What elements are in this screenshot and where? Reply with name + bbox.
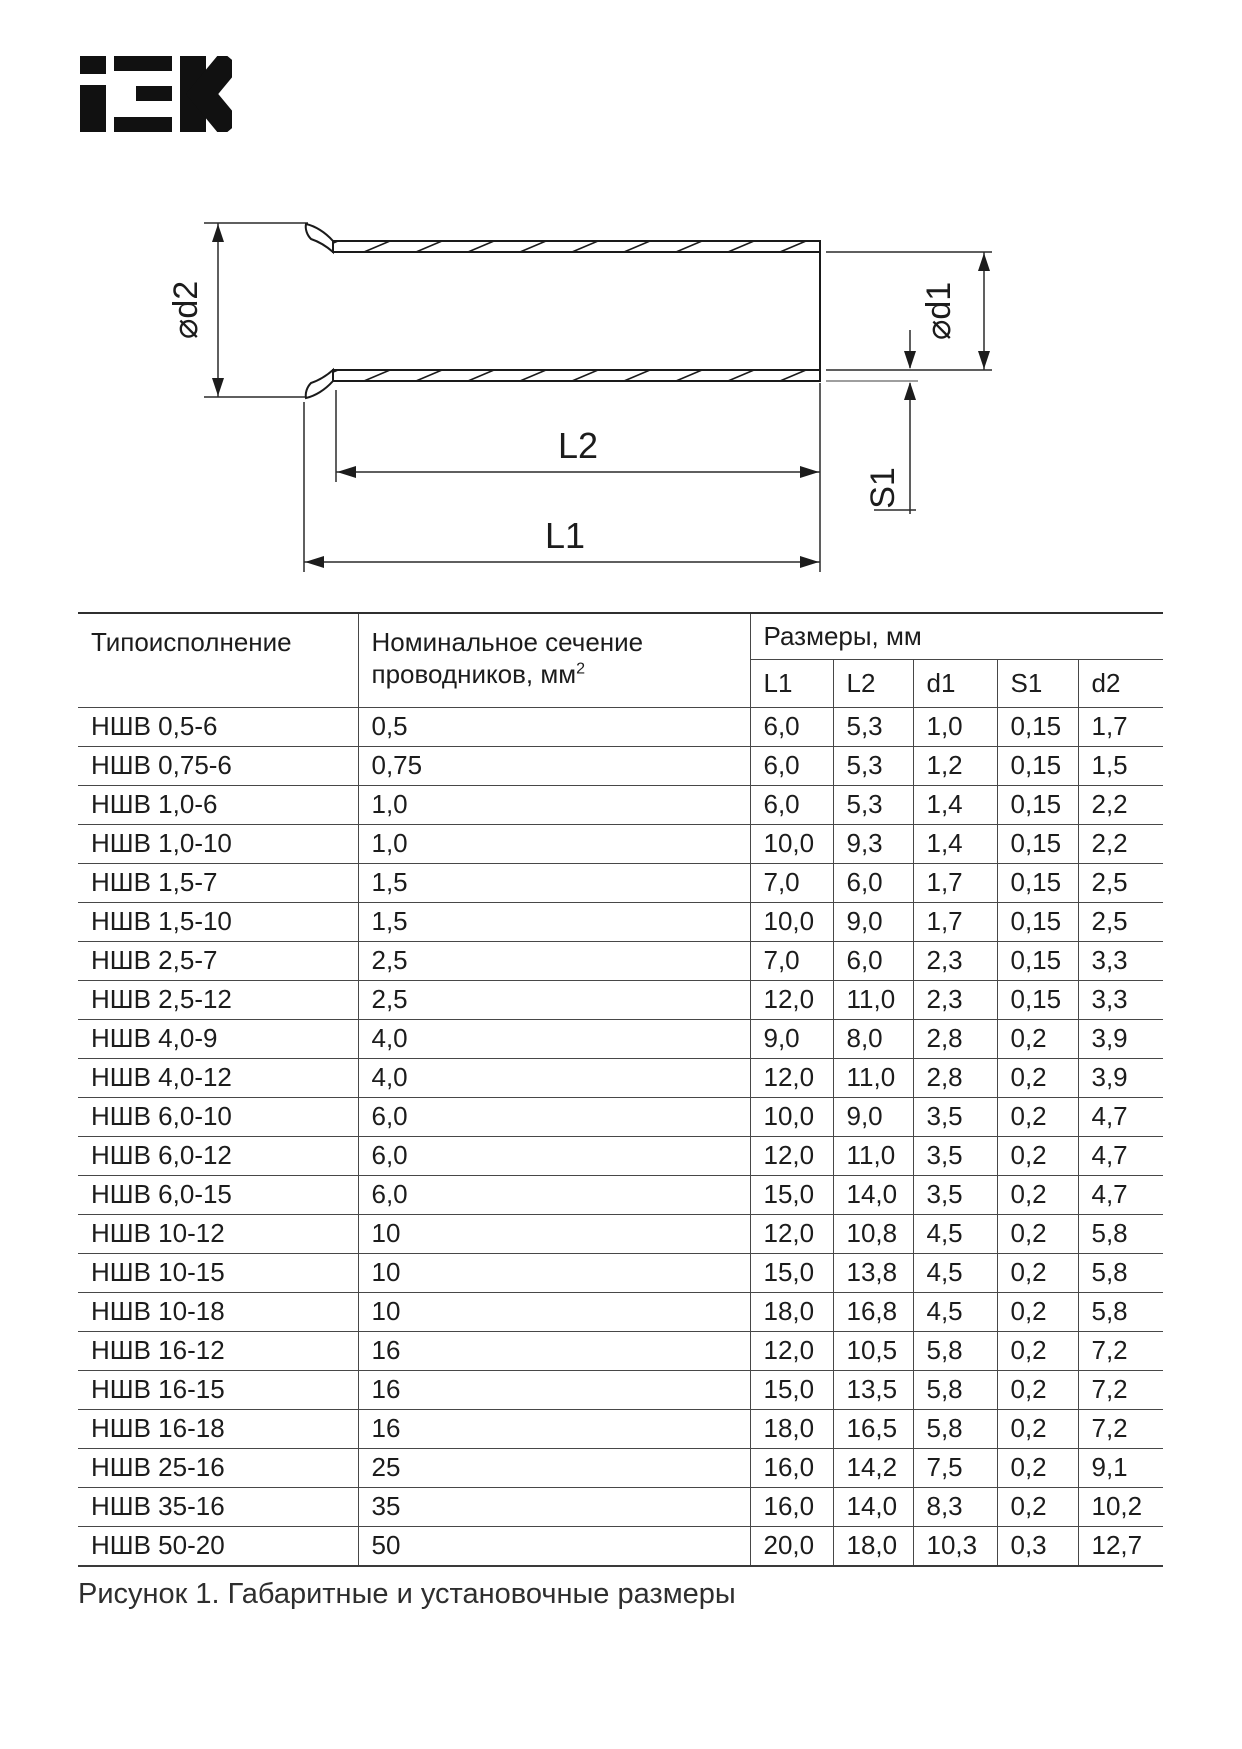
table-cell: НШВ 1,5-7 xyxy=(91,867,218,897)
table-cell: НШВ 0,75-6 xyxy=(91,750,232,780)
table-cell: 9,0 xyxy=(833,1097,913,1136)
table-cell: 12,0 xyxy=(750,1136,833,1175)
table-cell: НШВ 50-20 xyxy=(91,1530,225,1560)
table-cell: НШВ 10-12 xyxy=(91,1218,225,1248)
table-cell: 12,7 xyxy=(1078,1526,1163,1566)
table-cell: 0,2 xyxy=(997,1331,1078,1370)
table-cell: 0,2 xyxy=(997,1448,1078,1487)
table-cell: НШВ 4,0-12 xyxy=(91,1062,232,1092)
table-cell: 7,2 xyxy=(1078,1370,1163,1409)
table-cell: 9,0 xyxy=(833,902,913,941)
table-cell: 2,2 xyxy=(1078,785,1163,824)
table-cell: 18,0 xyxy=(750,1409,833,1448)
table-cell: НШВ 25-16 xyxy=(91,1452,225,1482)
table-cell: 14,0 xyxy=(833,1175,913,1214)
table-cell: 7,0 xyxy=(750,863,833,902)
table-row xyxy=(78,980,1163,1019)
table-cell: 12,0 xyxy=(750,1331,833,1370)
table-cell: 3,9 xyxy=(1078,1058,1163,1097)
table-cell: 4,7 xyxy=(1078,1175,1163,1214)
table-cell: 3,5 xyxy=(913,1136,997,1175)
table-cell: 12,0 xyxy=(750,1214,833,1253)
table-cell: 7,2 xyxy=(1078,1331,1163,1370)
table-row xyxy=(78,1409,1163,1448)
table-cell: 0,2 xyxy=(997,1214,1078,1253)
header-size-d1: d1 xyxy=(913,659,997,707)
table-cell: 4,5 xyxy=(913,1292,997,1331)
table-cell: 50 xyxy=(358,1526,750,1566)
table-cell: 16 xyxy=(358,1331,750,1370)
table-row xyxy=(78,863,1163,902)
table-cell: НШВ 2,5-12 xyxy=(91,984,232,1014)
table-row xyxy=(78,707,1163,746)
table-cell: 25 xyxy=(358,1448,750,1487)
table-cell: 2,3 xyxy=(913,980,997,1019)
table-cell: 6,0 xyxy=(750,785,833,824)
table-cell: 4,0 xyxy=(358,1058,750,1097)
table-cell: 6,0 xyxy=(358,1136,750,1175)
table-cell: 1,5 xyxy=(1078,746,1163,785)
table-cell: НШВ 10-15 xyxy=(91,1257,225,1287)
table-cell: 0,2 xyxy=(997,1292,1078,1331)
table-cell: НШВ 1,0-6 xyxy=(91,789,218,819)
table-cell: 2,5 xyxy=(358,980,750,1019)
table-cell: 4,7 xyxy=(1078,1136,1163,1175)
table-cell: 3,5 xyxy=(913,1175,997,1214)
table-cell: 3,3 xyxy=(1078,980,1163,1019)
table-cell: 0,2 xyxy=(997,1409,1078,1448)
table-cell: 3,9 xyxy=(1078,1019,1163,1058)
table-row xyxy=(78,1214,1163,1253)
header-type: Типоисполнение xyxy=(91,627,292,657)
table-cell: 4,5 xyxy=(913,1214,997,1253)
table-cell: 5,3 xyxy=(833,707,913,746)
table-cell: 8,3 xyxy=(913,1487,997,1526)
dim-label-d2: ⌀d2 xyxy=(167,280,205,340)
table-row xyxy=(78,1136,1163,1175)
table-cell: 10 xyxy=(358,1253,750,1292)
table-cell: 1,0 xyxy=(358,824,750,863)
table-row xyxy=(78,1448,1163,1487)
table-cell: 5,8 xyxy=(1078,1253,1163,1292)
dim-label-d1: ⌀d1 xyxy=(920,281,958,341)
table-row xyxy=(78,1370,1163,1409)
table-cell: 0,2 xyxy=(997,1487,1078,1526)
table-cell: 0,75 xyxy=(358,746,750,785)
table-cell: 16,0 xyxy=(750,1487,833,1526)
table-cell: 11,0 xyxy=(833,1136,913,1175)
table-cell: 14,2 xyxy=(833,1448,913,1487)
table-cell: НШВ 6,0-15 xyxy=(91,1179,232,1209)
table-cell: 1,2 xyxy=(913,746,997,785)
table-cell: 1,4 xyxy=(913,785,997,824)
table-row xyxy=(78,1058,1163,1097)
table-cell: 16,5 xyxy=(833,1409,913,1448)
table-cell: НШВ 10-18 xyxy=(91,1296,225,1326)
table-cell: 6,0 xyxy=(833,863,913,902)
table-cell: 1,0 xyxy=(913,707,997,746)
table-cell: 0,2 xyxy=(997,1175,1078,1214)
table-cell: 18,0 xyxy=(833,1526,913,1566)
table-cell: 0,2 xyxy=(997,1097,1078,1136)
table-cell: 4,5 xyxy=(913,1253,997,1292)
table-row xyxy=(78,1331,1163,1370)
table-cell: 0,2 xyxy=(997,1136,1078,1175)
table-cell: 0,2 xyxy=(997,1253,1078,1292)
table-cell: 16 xyxy=(358,1370,750,1409)
table-header xyxy=(78,613,1163,707)
table-cell: 2,5 xyxy=(358,941,750,980)
table-cell: НШВ 6,0-10 xyxy=(91,1101,232,1131)
table-cell: 5,8 xyxy=(913,1409,997,1448)
table-cell: 5,8 xyxy=(913,1331,997,1370)
table-cell: 5,8 xyxy=(1078,1292,1163,1331)
table-cell: 0,5 xyxy=(358,707,750,746)
ferrule-body xyxy=(306,224,820,398)
table-cell: 6,0 xyxy=(750,746,833,785)
table-cell: 10 xyxy=(358,1214,750,1253)
table-row xyxy=(78,1292,1163,1331)
table-cell: НШВ 1,5-10 xyxy=(91,906,232,936)
table-cell: 16,8 xyxy=(833,1292,913,1331)
table-cell: 35 xyxy=(358,1487,750,1526)
table-row xyxy=(78,941,1163,980)
figure-caption: Рисунок 1. Габаритные и установочные размеры xyxy=(78,1578,736,1610)
header-size-d2: d2 xyxy=(1078,659,1163,707)
table-cell: 5,3 xyxy=(833,746,913,785)
table-cell: 0,2 xyxy=(997,1370,1078,1409)
table-cell: НШВ 16-15 xyxy=(91,1374,225,1404)
header-cross-section-text: Номинальное сечение проводников, мм xyxy=(371,627,644,689)
flare-bottom-lip xyxy=(306,370,333,398)
table-cell: 12,0 xyxy=(750,1058,833,1097)
table-cell: 13,5 xyxy=(833,1370,913,1409)
table-cell: 10,0 xyxy=(750,1097,833,1136)
table-cell: 0,15 xyxy=(997,941,1078,980)
table-cell: 20,0 xyxy=(750,1526,833,1566)
table-cell: 1,0 xyxy=(358,785,750,824)
table-cell: НШВ 35-16 xyxy=(91,1491,225,1521)
table-row xyxy=(78,1097,1163,1136)
table-cell: 1,5 xyxy=(358,902,750,941)
table-cell: 6,0 xyxy=(358,1097,750,1136)
table-cell: НШВ 1,0-10 xyxy=(91,828,232,858)
header-dimensions-group: Размеры, мм xyxy=(750,613,1163,659)
table-cell: НШВ 16-18 xyxy=(91,1413,225,1443)
table-cell: 0,15 xyxy=(997,980,1078,1019)
table-cell: 2,8 xyxy=(913,1019,997,1058)
dimensions-table xyxy=(78,612,1163,1567)
dim-label-s1: S1 xyxy=(864,467,902,509)
table-cell: НШВ 16-12 xyxy=(91,1335,225,1365)
table-cell: 16,0 xyxy=(750,1448,833,1487)
header-cross-section xyxy=(358,613,750,707)
table-cell: 1,5 xyxy=(358,863,750,902)
table-cell: 7,0 xyxy=(750,941,833,980)
table-cell: НШВ 6,0-12 xyxy=(91,1140,232,1170)
table-cell: 2,5 xyxy=(1078,863,1163,902)
table-cell: 6,0 xyxy=(358,1175,750,1214)
tube-bottom-wall xyxy=(333,370,820,381)
table-cell: 5,8 xyxy=(1078,1214,1163,1253)
table-cell: 0,15 xyxy=(997,824,1078,863)
table-row xyxy=(78,1487,1163,1526)
table-cell: 10,0 xyxy=(750,902,833,941)
table-cell: 4,7 xyxy=(1078,1097,1163,1136)
table-cell: 10,8 xyxy=(833,1214,913,1253)
table-row xyxy=(78,1253,1163,1292)
table-cell: 0,3 xyxy=(997,1526,1078,1566)
table-cell: 1,4 xyxy=(913,824,997,863)
table-cell: 7,5 xyxy=(913,1448,997,1487)
table-cell: 6,0 xyxy=(750,707,833,746)
table-cell: 2,3 xyxy=(913,941,997,980)
table-cell: 13,8 xyxy=(833,1253,913,1292)
table-cell: 0,15 xyxy=(997,785,1078,824)
table-cell: 0,15 xyxy=(997,746,1078,785)
table-cell: НШВ 4,0-9 xyxy=(91,1023,218,1053)
table-cell: 11,0 xyxy=(833,980,913,1019)
header-superscript: 2 xyxy=(576,659,586,678)
table-cell: 8,0 xyxy=(833,1019,913,1058)
table-row xyxy=(78,1019,1163,1058)
table-row xyxy=(78,785,1163,824)
table-row xyxy=(78,746,1163,785)
table-row xyxy=(78,902,1163,941)
table-cell: 5,8 xyxy=(913,1370,997,1409)
ferrule-dimension-drawing xyxy=(0,0,1242,600)
table-row xyxy=(78,1175,1163,1214)
table-cell: 11,0 xyxy=(833,1058,913,1097)
table-cell: 15,0 xyxy=(750,1175,833,1214)
table-cell: 12,0 xyxy=(750,980,833,1019)
table-row xyxy=(78,1526,1163,1566)
table-cell: 0,15 xyxy=(997,863,1078,902)
table-cell: 3,5 xyxy=(913,1097,997,1136)
table-cell: 14,0 xyxy=(833,1487,913,1526)
dim-label-l2: L2 xyxy=(557,425,599,466)
table-cell: 1,7 xyxy=(913,902,997,941)
table-cell: 2,2 xyxy=(1078,824,1163,863)
table-body xyxy=(78,707,1163,1566)
dim-label-l1: L1 xyxy=(544,515,586,556)
tube-top-wall xyxy=(333,241,820,252)
table-cell: 2,8 xyxy=(913,1058,997,1097)
table-cell: 0,15 xyxy=(997,707,1078,746)
table-cell: 0,2 xyxy=(997,1019,1078,1058)
header-size-l2: L2 xyxy=(833,659,913,707)
table-cell: 9,3 xyxy=(833,824,913,863)
table-cell: 0,15 xyxy=(997,902,1078,941)
table-cell: 5,3 xyxy=(833,785,913,824)
table-cell: 1,7 xyxy=(913,863,997,902)
table-cell: 10,3 xyxy=(913,1526,997,1566)
table-row xyxy=(78,824,1163,863)
table-cell: 15,0 xyxy=(750,1253,833,1292)
table-cell: 0,2 xyxy=(997,1058,1078,1097)
table-cell: 10,2 xyxy=(1078,1487,1163,1526)
table-cell: НШВ 2,5-7 xyxy=(91,945,218,975)
table-cell: 10,0 xyxy=(750,824,833,863)
table-cell: 1,7 xyxy=(1078,707,1163,746)
table-cell: 9,0 xyxy=(750,1019,833,1058)
table-cell: 4,0 xyxy=(358,1019,750,1058)
table-cell: 16 xyxy=(358,1409,750,1448)
header-size-l1: L1 xyxy=(750,659,833,707)
table-cell: 3,3 xyxy=(1078,941,1163,980)
table-cell: 2,5 xyxy=(1078,902,1163,941)
table-cell: 18,0 xyxy=(750,1292,833,1331)
flare-top-lip xyxy=(306,224,333,252)
table-cell: 6,0 xyxy=(833,941,913,980)
table-cell: 9,1 xyxy=(1078,1448,1163,1487)
table-cell: 10,5 xyxy=(833,1331,913,1370)
header-size-s1: S1 xyxy=(997,659,1078,707)
table-cell: 7,2 xyxy=(1078,1409,1163,1448)
table-cell: 10 xyxy=(358,1292,750,1331)
table-cell: НШВ 0,5-6 xyxy=(91,711,218,741)
table-cell: 15,0 xyxy=(750,1370,833,1409)
